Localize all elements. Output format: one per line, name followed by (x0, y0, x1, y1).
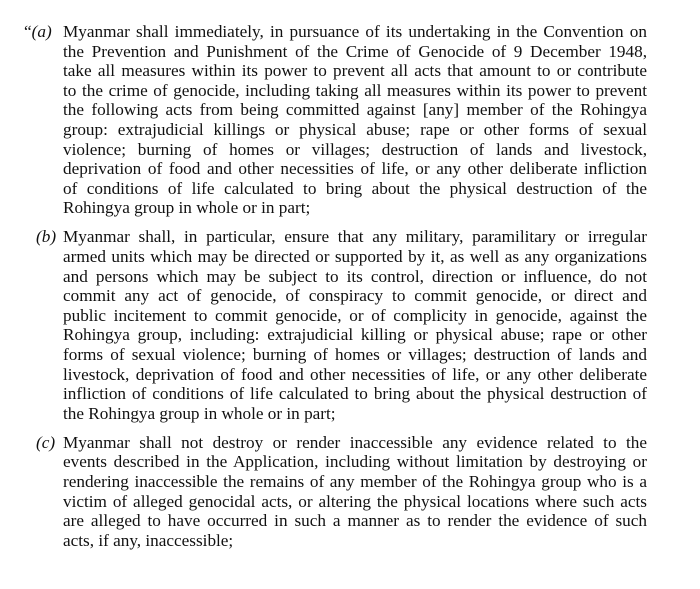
paragraph-b (0, 227, 700, 423)
text-line: rendering inaccessible the remains of any member of the Rohingya group who is a (63, 472, 647, 492)
label-text: (c) (36, 432, 56, 452)
text-line: violence; burning of homes or villages; destruction of lands and livestock, (63, 139, 647, 159)
text-line: Myanmar shall, in particular, ensure that any military, paramilitary or irregular (63, 227, 647, 247)
text-line: armed units which may be directed or supported by it, as well as any organizations (63, 247, 647, 267)
text-line: victim of alleged genocidal acts, or altering the physical locations where such acts (63, 491, 647, 511)
text-line: group: extrajudicial killings or physical abuse; rape or other forms of sexual (63, 119, 647, 139)
text-line: are alleged to have occurred in such a manner as to render the evidence of such (63, 511, 647, 531)
text-line: deprivation of food and other necessities of life, or any other deliberate infliction (63, 159, 647, 179)
paragraph-text (63, 227, 647, 423)
paragraph-label (36, 433, 76, 453)
text-line: and persons which may be subject to its control, direction or influence, do not (63, 266, 647, 286)
text-line: Rohingya group in whole or in part; (63, 198, 311, 218)
paragraph-c (0, 433, 700, 551)
text-line: public incitement to commit genocide, or of complicity in genocide, against the (63, 305, 647, 325)
opening-quote: “ (24, 22, 32, 41)
paragraph-label (24, 22, 64, 42)
text-line: the Prevention and Punishment of the Crime of Genocide of 9 December 1948, (63, 41, 647, 61)
label-text: (b) (36, 227, 57, 247)
text-line: livestock, deprivation of food and other necessities of life, or any other deliberate (63, 364, 647, 384)
text-line: to the crime of genocide, including taking all measures within its power to prevent (63, 80, 647, 100)
text-line: the following acts from being committed against [any] member of the Rohingya (63, 100, 647, 120)
text-line: commit any act of genocide, of conspiracy to commit genocide, or direct and (63, 286, 647, 306)
text-line: Rohingya group, including: extrajudicial killing or physical abuse; rape or other (63, 325, 647, 345)
text-line: infliction of conditions of life calculated to bring about the physical destruction of (63, 384, 647, 404)
text-line: forms of sexual violence; burning of homes or villages; destruction of lands and (63, 345, 647, 364)
paragraph-text (63, 22, 647, 218)
document-body (0, 22, 700, 560)
text-line: the Rohingya group in whole or in part; (63, 403, 336, 423)
text-line: take all measures within its power to prevent all acts that amount to or contribute (63, 61, 647, 81)
text-line: events described in the Application, including without limitation by destroying or (63, 452, 647, 472)
paragraph-a (0, 22, 700, 218)
text-line: of conditions of life calculated to bring about the physical destruction of the (63, 178, 647, 198)
paragraph-text (63, 433, 647, 551)
paragraph-label (36, 227, 76, 247)
text-line: Myanmar shall immediately, in pursuance of its undertaking in the Convention on (63, 22, 647, 41)
text-line: Myanmar shall not destroy or render inaccessible any evidence related to the (63, 432, 647, 452)
text-line: acts, if any, inaccessible; (63, 530, 234, 550)
label-text: (a) (31, 22, 52, 41)
